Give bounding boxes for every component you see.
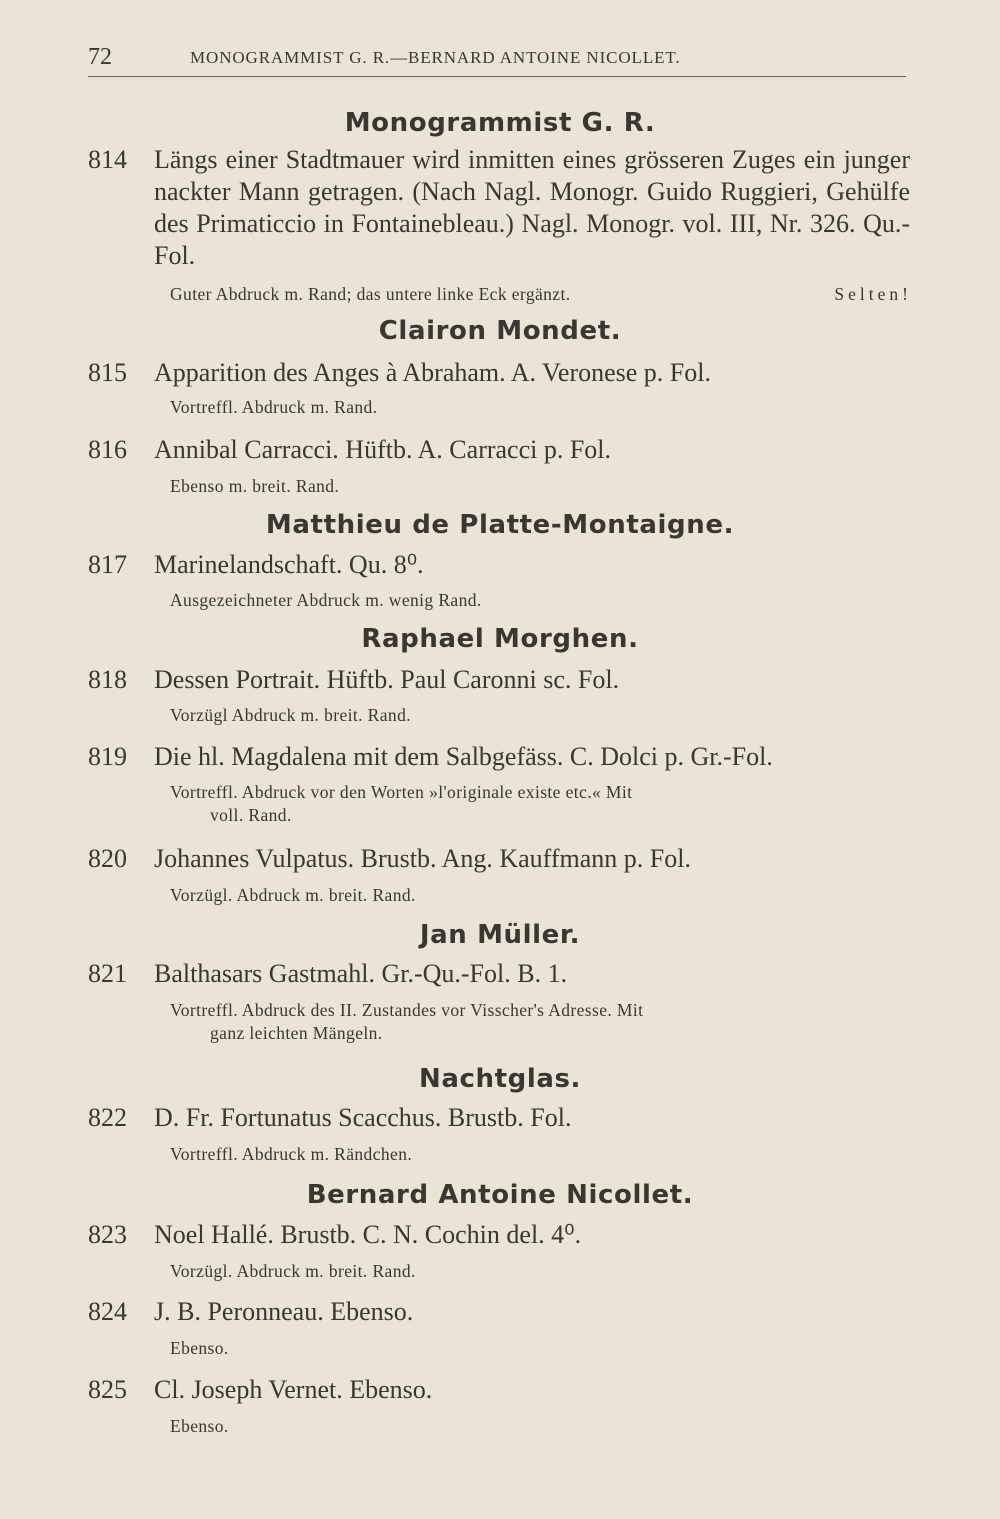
catalogue-entry (88, 1219, 910, 1251)
entry-number: 821 (88, 959, 127, 988)
entry-note: Ebenso. (170, 1416, 229, 1436)
entry-note: Vortreffl. Abdruck m. Rändchen. (170, 1144, 413, 1164)
artist-heading: Monogrammist G. R. (344, 108, 656, 138)
page-number: 72 (88, 44, 112, 70)
catalogue-entry (88, 549, 910, 581)
artist-heading: Nachtglas. (418, 1064, 582, 1094)
entry-note-text: Vortreffl. Abdruck des II. Zustandes vor Visscher's Adresse. Mit (170, 1000, 644, 1020)
entry-number: 825 (88, 1375, 127, 1404)
entry-number: 818 (88, 665, 127, 694)
entry-number: 820 (88, 844, 127, 873)
running-title: MONOGRAMMIST G. R.—BERNARD ANTOINE NICOLLET. (190, 48, 681, 67)
page-header (88, 44, 906, 76)
entry-note-continuation: voll. Rand. (210, 805, 292, 825)
entry-title: D. Fr. Fortunatus Scacchus. Brustb. Fol. (154, 1103, 572, 1132)
entry-title: Johannes Vulpatus. Brustb. Ang. Kauffmann p. Fol. (154, 844, 691, 873)
artist-heading: Matthieu de Platte-Montaigne. (265, 510, 735, 540)
entry-note: Vorzügl. Abdruck m. breit. Rand. (170, 885, 416, 905)
entry-number: 824 (88, 1297, 127, 1326)
artist-heading: Clairon Mondet. (378, 316, 622, 346)
catalogue-entry (88, 1296, 910, 1328)
entry-title: Balthasars Gastmahl. Gr.-Qu.-Fol. B. 1. (154, 959, 568, 988)
entry-note: Vorzügl. Abdruck m. breit. Rand. (170, 1261, 416, 1281)
catalogue-entry (88, 434, 910, 466)
catalogue-entry (88, 664, 910, 696)
catalogue-entry (88, 958, 910, 990)
entry-number: 816 (88, 435, 127, 464)
entry-note: Ebenso m. breit. Rand. (170, 476, 340, 496)
entry-title: Annibal Carracci. Hüftb. A. Carracci p. Fol. (154, 435, 612, 464)
entry-title: Dessen Portrait. Hüftb. Paul Caronni sc. Fol. (154, 665, 620, 694)
entry-note (170, 781, 914, 827)
catalogue-entry (88, 741, 910, 773)
entry-note-continuation: ganz leichten Mängeln. (210, 1023, 383, 1043)
entry-number: 823 (88, 1220, 127, 1249)
entry-title: Noel Hallé. Brustb. C. N. Cochin del. 4⁰. (154, 1220, 582, 1249)
header-rule (88, 76, 906, 77)
entry-title: J. B. Peronneau. Ebenso. (154, 1297, 414, 1326)
entry-number: 814 (88, 145, 127, 174)
entry-title: Die hl. Magdalena mit dem Salbgefäss. C. Dolci p. Gr.-Fol. (154, 742, 773, 771)
entry-note-tail: Selten! (834, 284, 912, 304)
catalogue-entry (88, 357, 910, 389)
entry-title: Längs einer Stadtmauer wird inmitten eines grösseren Zuges ein junger nackter Mann getragen. (Nach Nagl. Monogr. Guido Ruggieri, Gehülfe des Primaticcio in Fontainebleau.) Nagl. Monogr. vol. III, Nr. 326. Qu.-Fol. (154, 145, 910, 270)
artist-heading: Jan Müller. (419, 920, 581, 950)
catalogue-entry (88, 1374, 910, 1406)
entry-note: Vortreffl. Abdruck m. Rand. (170, 397, 378, 417)
entry-number: 815 (88, 358, 127, 387)
entry-note: Vorzügl Abdruck m. breit. Rand. (170, 705, 412, 725)
entry-note-text: Vortreffl. Abdruck vor den Worten »l'originale existe etc.« Mit (170, 782, 633, 802)
entry-title: Marinelandschaft. Qu. 8⁰. (154, 550, 424, 579)
entry-number: 822 (88, 1103, 127, 1132)
entry-note (170, 999, 914, 1045)
entry-note: Ausgezeichneter Abdruck m. wenig Rand. (170, 590, 482, 610)
artist-heading: Raphael Morghen. (361, 624, 639, 654)
catalogue-entry (88, 1102, 910, 1134)
catalogue-entry (88, 144, 910, 272)
entry-note-text: Guter Abdruck m. Rand; das untere linke Eck ergänzt. (170, 284, 571, 304)
entry-note: Ebenso. (170, 1338, 229, 1358)
catalogue-entry (88, 843, 910, 875)
entry-note (170, 283, 914, 306)
entry-number: 819 (88, 742, 127, 771)
entry-title: Cl. Joseph Vernet. Ebenso. (154, 1375, 433, 1404)
artist-heading: Bernard Antoine Nicollet. (306, 1180, 694, 1210)
entry-title: Apparition des Anges à Abraham. A. Veronese p. Fol. (154, 358, 711, 387)
entry-number: 817 (88, 550, 127, 579)
